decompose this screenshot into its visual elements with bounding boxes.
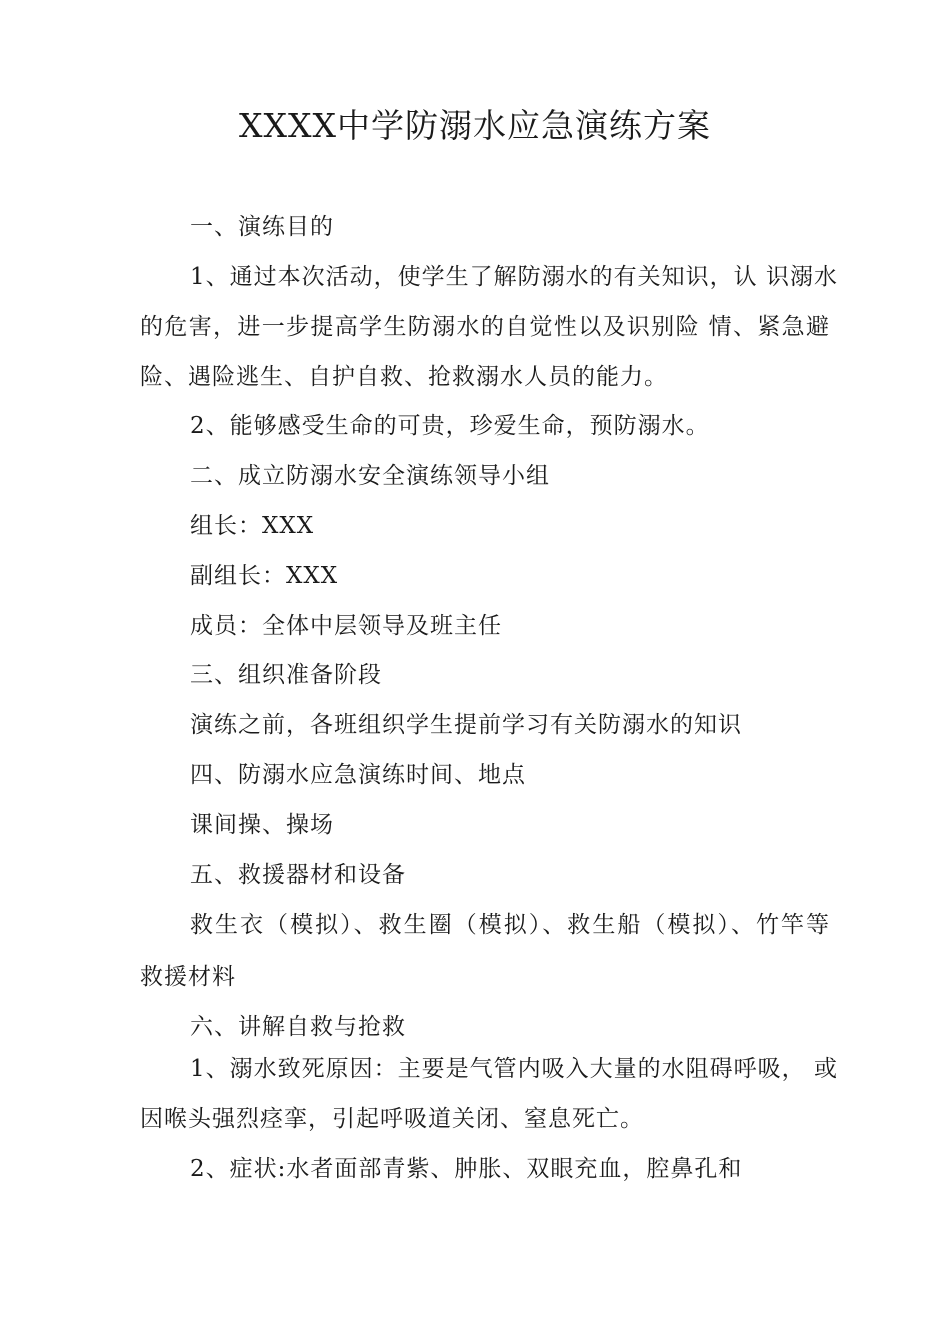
section-heading-1: 一、演练目的: [190, 214, 334, 240]
paragraph-line: 课间操、操场: [190, 812, 334, 838]
paragraph-line: 2、能够感受生命的可贵，珍爱生命，预防溺水。: [190, 413, 710, 439]
paragraph-line: 因喉头强烈痉挛，引起呼吸道关闭、窒息死亡。: [140, 1106, 644, 1132]
paragraph-line: 的危害，进一步提高学生防溺水的自觉性以及识别险 情、紧急避: [140, 314, 830, 340]
paragraph-line: 救生衣（模拟）、救生圈（模拟）、救生船（模拟）、竹竿等: [190, 912, 830, 938]
document-title: XXXX中学防溺水应急演练方案: [239, 106, 711, 145]
section-heading-4: 四、防溺水应急演练时间、地点: [190, 762, 526, 788]
section-heading-2: 二、成立防溺水安全演练领导小组: [190, 463, 550, 489]
paragraph-line: 救援材料: [140, 964, 236, 990]
paragraph-line: 1、溺水致死原因：主要是气管内吸入大量的水阻碍呼吸， 或: [190, 1056, 838, 1082]
section-heading-3: 三、组织准备阶段: [190, 662, 382, 688]
paragraph-line: 险、遇险逃生、自护自救、抢救溺水人员的能力。: [140, 364, 668, 390]
paragraph-line: 组长：XXX: [190, 513, 315, 539]
paragraph-line: 演练之前，各班组织学生提前学习有关防溺水的知识: [190, 712, 742, 738]
paragraph-line: 副组长：XXX: [190, 563, 339, 589]
section-heading-6: 六、讲解自救与抢救: [190, 1014, 406, 1040]
paragraph-line: 成员：全体中层领导及班主任: [190, 613, 502, 639]
paragraph-line: 1、通过本次活动，使学生了解防溺水的有关知识，认 识溺水: [190, 264, 838, 290]
paragraph-line: 2、症状:水者面部青紫、肿胀、双眼充血，腔鼻孔和: [190, 1156, 743, 1182]
section-heading-5: 五、救援器材和设备: [190, 862, 406, 888]
